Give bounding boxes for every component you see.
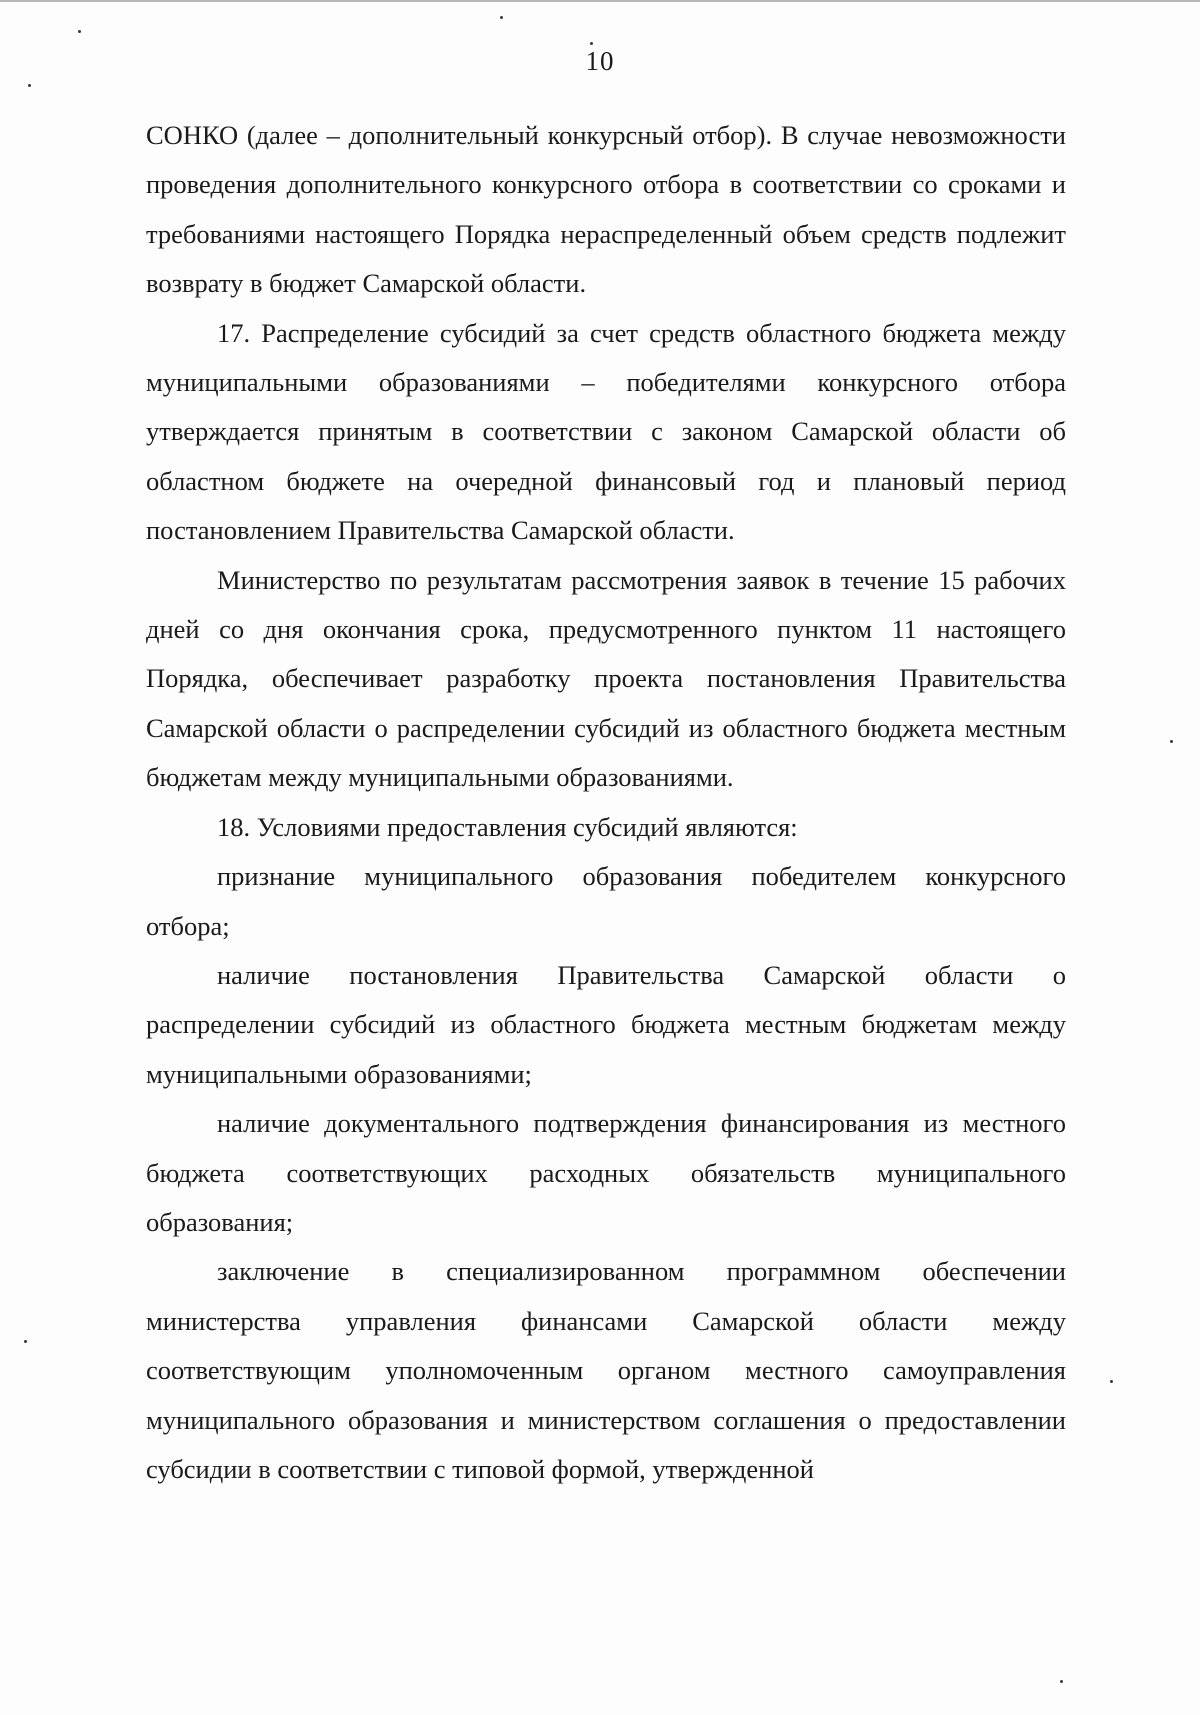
paragraph-18: 18. Условиями предоставления субсидий являются: bbox=[217, 811, 798, 842]
condition-resolution: наличие постановления Правительства Самарской области о распределении субсидий из областного бюджета местным бюджетам между муниципальными образованиями; bbox=[146, 959, 1066, 1089]
paragraph-17: 17. Распределение субсидий за счет средств областного бюджета между муниципальными образованиями – победителями конкурсного отбора утверждается принятым в соответствии с законом Самарской области об областном бюджете на очередной финансовый год и плановый период постановлением Правительства Самарской области. bbox=[146, 317, 1066, 546]
scan-speck bbox=[24, 1340, 27, 1343]
condition-financing: наличие документального подтверждения финансирования из местного бюджета соответствующих расходных обязательств муниципального образования; bbox=[146, 1108, 1066, 1237]
scan-speck bbox=[1110, 1380, 1113, 1383]
document-body bbox=[146, 111, 1066, 1494]
condition-recognition: признание муниципального образования победителем конкурсного отбора; bbox=[146, 861, 1066, 941]
scan-speck bbox=[500, 16, 503, 19]
scan-speck bbox=[1060, 1680, 1063, 1683]
paragraph-sonko-continuation: СОНКО (далее – дополнительный конкурсный отбор). В случае невозможности проведения дополнительного конкурсного отбора в соответствии со сроками и требованиями настоящего Порядка нераспределенный объем средств подлежит возврату в бюджет Самарской области. bbox=[146, 120, 1066, 299]
page-number: 10 bbox=[585, 46, 615, 76]
scan-speck bbox=[78, 30, 81, 33]
scan-speck bbox=[1170, 740, 1173, 743]
scan-top-edge bbox=[0, 0, 1200, 2]
scan-speck bbox=[590, 42, 593, 45]
scan-speck bbox=[28, 84, 31, 87]
paragraph-ministry: Министерство по результатам рассмотрения заявок в течение 15 рабочих дней со дня окончания срока, предусмотренного пунктом 11 настоящего Порядка, обеспечивает разработку проекта постановления Правительства Самарской области о распределении субсидий из областного бюджета местным бюджетам между муниципальными образованиями. bbox=[146, 564, 1066, 793]
condition-agreement: заключение в специализированном программном обеспечении министерства управления финансами Самарской области между соответствующим уполномоченным органом местного самоуправления муниципального образования и министерством соглашения о предоставлении субсидии в соответствии с типовой формой, утвержденной bbox=[146, 1256, 1066, 1484]
